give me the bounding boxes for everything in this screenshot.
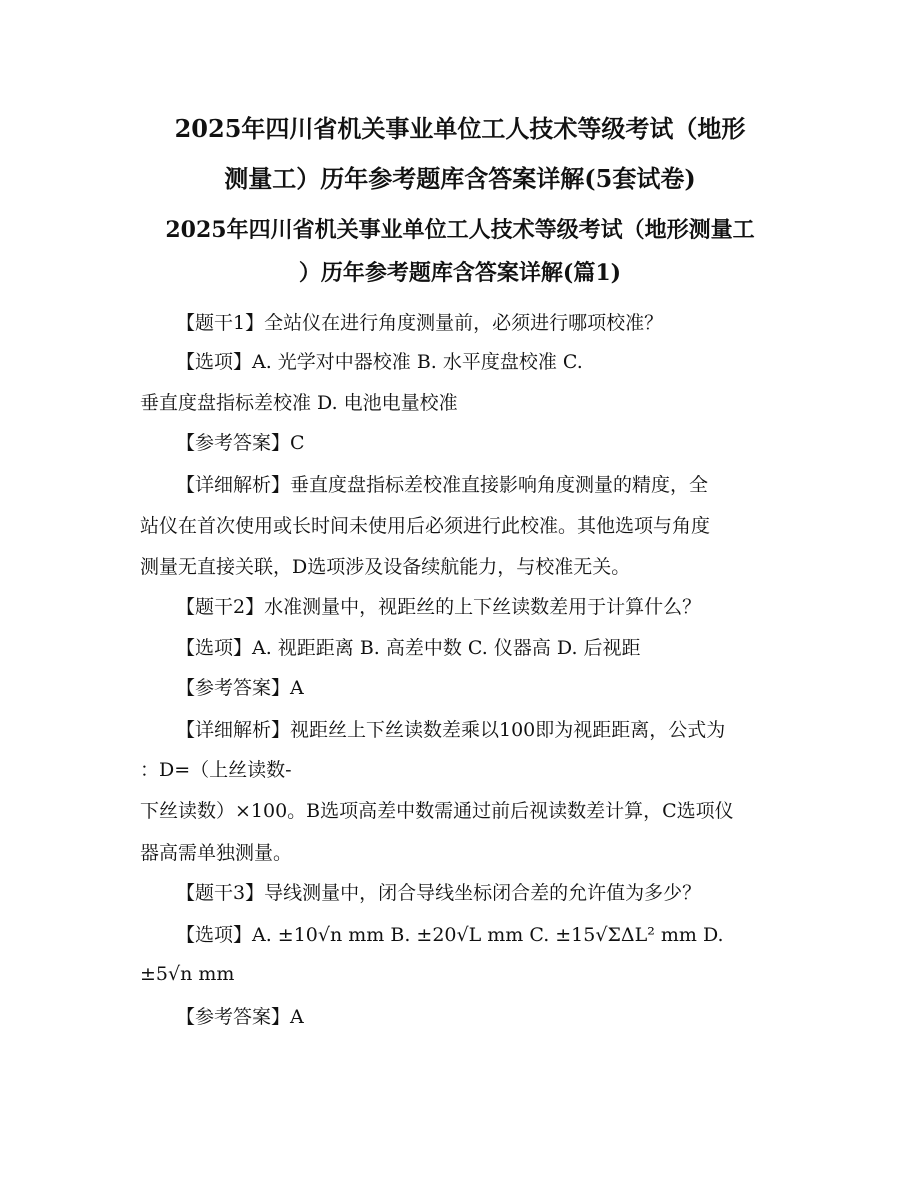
question-options-continued: ±5√n mm xyxy=(140,963,235,985)
question-stem: 【题干1】全站仪在进行角度测量前，必须进行哪项校准？ xyxy=(176,312,664,334)
question-answer: 【参考答案】A xyxy=(176,1006,304,1028)
question-answer: 【参考答案】A xyxy=(176,677,304,699)
section-title-line-2: ）历年参考题库含答案详解(篇1) xyxy=(298,260,622,286)
question-options: 【选项】A. 光学对中器校准 B. 水平度盘校准 C. xyxy=(176,351,583,373)
document-title-line-1: 2025年四川省机关事业单位工人技术等级考试（地形 xyxy=(174,114,746,143)
question-analysis-continued: 器高需单独测量。 xyxy=(140,842,293,864)
question-stem: 【题干3】导线测量中，闭合导线坐标闭合差的允许值为多少？ xyxy=(176,882,702,904)
question-options-continued: 垂直度盘指标差校准 D. 电池电量校准 xyxy=(140,392,458,414)
question-analysis-continued: ：D=（上丝读数- xyxy=(140,759,292,781)
question-stem: 【题干2】水准测量中，视距丝的上下丝读数差用于计算什么？ xyxy=(176,596,702,618)
question-analysis-continued: 站仪在首次使用或长时间未使用后必须进行此校准。其他选项与角度 xyxy=(140,515,711,537)
question-analysis-continued: 测量无直接关联，D选项涉及设备续航能力，与校准无关。 xyxy=(140,556,631,578)
document-title-line-2: 测量工）历年参考题库含答案详解(5套试卷) xyxy=(224,164,696,193)
question-options: 【选项】A. ±10√n mm B. ±20√L mm C. ±15√ΣΔL² mm D. xyxy=(176,924,724,946)
question-analysis-continued: 下丝读数）×100。B选项高差中数需通过前后视读数差计算，C选项仪 xyxy=(140,800,734,822)
section-title-line-1: 2025年四川省机关事业单位工人技术等级考试（地形测量工 xyxy=(165,217,755,243)
question-analysis: 【详细解析】视距丝上下丝读数差乘以100即为视距距离，公式为 xyxy=(176,719,726,741)
question-answer: 【参考答案】C xyxy=(176,432,305,454)
question-options: 【选项】A. 视距距离 B. 高差中数 C. 仪器高 D. 后视距 xyxy=(176,637,641,659)
question-analysis: 【详细解析】垂直度盘指标差校准直接影响角度测量的精度，全 xyxy=(176,474,709,496)
